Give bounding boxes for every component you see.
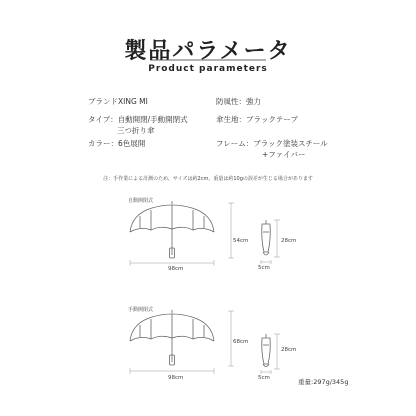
spec-frame-sub: +ファイバー [262, 150, 306, 159]
page-subtitle: Product parameters [148, 64, 268, 74]
folded-width-dimension-manual [261, 370, 271, 374]
folded-length-dimension-auto [274, 220, 280, 257]
open-width-auto: 98cm [168, 266, 184, 272]
open-height-manual: 68cm [233, 339, 249, 345]
folded-width-dimension-auto [261, 260, 271, 264]
page-title: 製品パラメータ [124, 39, 292, 64]
spec-color: カラー：6色展開 [88, 139, 146, 148]
height-dimension-manual [228, 311, 234, 366]
open-height-auto: 54cm [233, 238, 249, 244]
width-dimension-auto [130, 260, 214, 266]
spec-frame: フレーム：ブラック塗装スチール [216, 139, 328, 148]
open-umbrella-auto-icon [130, 201, 214, 258]
folded-width-manual: 5cm [258, 375, 270, 381]
folded-length-auto: 28cm [281, 238, 297, 244]
weight-label: 重量:297g/345g [298, 378, 349, 386]
spec-wind-resistance: 防風性：強力 [216, 97, 261, 106]
folded-umbrella-auto-icon [262, 220, 271, 255]
diagram-label-manual: 手動開閉式 [128, 307, 154, 313]
spec-type: タイプ：自動開閉/手動開閉式 [88, 115, 188, 124]
open-width-manual: 98cm [168, 375, 184, 381]
open-umbrella-manual-icon [130, 310, 214, 365]
folded-umbrella-manual-icon [262, 334, 271, 367]
measurement-note: 注：手作業による計測のため、サイズは約2cm、重量は約10gの誤差が生じる場合があります [103, 176, 313, 182]
spec-fabric: 傘生地：ブラックテープ [216, 115, 298, 124]
spec-type-sub: 三つ折り傘 [117, 126, 155, 135]
folded-width-auto: 5cm [258, 265, 270, 271]
diagram-label-auto: 自動開閉式 [128, 198, 154, 204]
width-dimension-manual [130, 368, 214, 374]
height-dimension-auto [228, 203, 234, 258]
folded-length-manual: 28cm [281, 347, 297, 353]
folded-length-dimension-manual [274, 334, 280, 369]
spec-brand: ブランドXING MI [88, 97, 148, 106]
